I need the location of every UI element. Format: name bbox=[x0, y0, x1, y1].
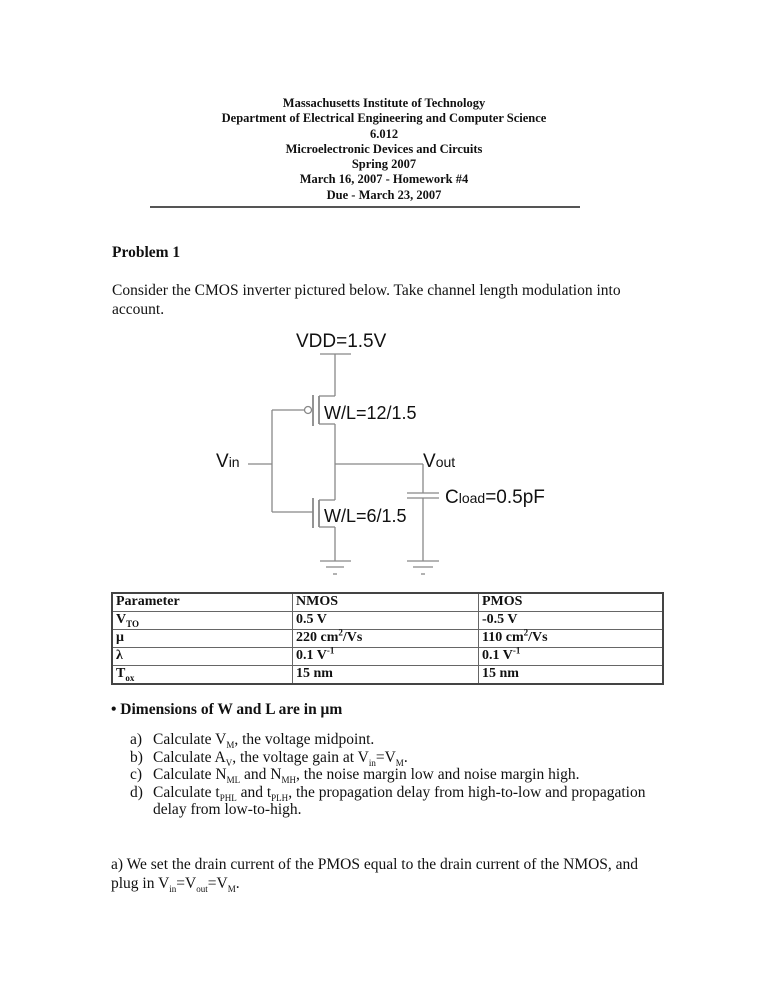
term: Spring 2007 bbox=[351, 157, 417, 172]
pmos-cell: -0.5 V bbox=[479, 612, 664, 630]
table-row-vto bbox=[112, 612, 663, 630]
nmos-size-label: W/L=6/1.5 bbox=[324, 506, 407, 526]
due-date: Due - March 23, 2007 bbox=[326, 187, 442, 202]
table-header-row bbox=[112, 593, 663, 612]
cload-label: Cload=0.5pF bbox=[445, 487, 545, 508]
nmos-cell: 0.1 $V^{-1}$ bbox=[293, 648, 479, 666]
problem-title: Problem 1 bbox=[112, 244, 181, 261]
pmos-size-label: W/L=12/1.5 bbox=[324, 403, 417, 423]
parameter-table bbox=[111, 592, 664, 685]
header-nmos: NMOS bbox=[293, 593, 479, 612]
pmos-cell: 110 $cm^2/Vs$ bbox=[479, 630, 664, 648]
question-list bbox=[130, 731, 650, 819]
nmos-cell: 15 nm bbox=[293, 666, 479, 685]
nmos-cell: 0.5 V bbox=[293, 612, 479, 630]
param-cell: λ bbox=[112, 648, 293, 666]
question-c: c) Calculate $N_{ML}$ and $N_{MH}$, the noise margin low and noise margin high. bbox=[130, 766, 580, 786]
param-cell: $V_{TO}$ bbox=[112, 612, 293, 630]
answer-part-a: a) We set the drain current of the PMOS equal to the drain current of the NMOS, and plug in $V_{in}=V_{out}=V_M$. bbox=[111, 856, 639, 895]
dimensions-note: • Dimensions of W and L are in μm bbox=[111, 701, 343, 718]
vout-label: Vout bbox=[423, 451, 456, 472]
department-name: Department of Electrical Engineering and Computer Science bbox=[221, 111, 547, 126]
param-cell: $T_{ox}$ bbox=[112, 666, 293, 685]
table-row-mobility bbox=[112, 630, 663, 648]
nmos-cell: 220 $cm^2/Vs$ bbox=[293, 630, 479, 648]
header-pmos: PMOS bbox=[479, 593, 664, 612]
institution-name: Massachusetts Institute of Technology bbox=[282, 96, 486, 110]
pmos-cell: 0.1 $V^{-1}$ bbox=[479, 648, 664, 666]
assignment-date: March 16, 2007 - Homework #4 bbox=[299, 172, 469, 187]
pmos-cell: 15 nm bbox=[479, 666, 664, 685]
course-number: 6.012 bbox=[369, 126, 399, 141]
param-cell: μ bbox=[112, 630, 293, 648]
question-a: a) Calculate $V_M$, the voltage midpoint. bbox=[130, 731, 375, 751]
header-parameter: Parameter bbox=[112, 593, 293, 612]
pmos-gate-bubble bbox=[305, 407, 312, 414]
table-row-lambda bbox=[112, 648, 663, 666]
problem-intro: Consider the CMOS inverter pictured below. Take channel length modulation into account. bbox=[112, 282, 621, 318]
vin-label: Vin bbox=[216, 451, 240, 472]
question-b: b) Calculate $A_V$, the voltage gain at $V_{in}=V_M$. bbox=[130, 748, 408, 768]
question-d: d) Calculate $t_{PHL}$ and $t_{PLH}$, the propagation delay from high-to-low and propagation delay from low-to-high. bbox=[130, 783, 646, 818]
vdd-label: VDD=1.5V bbox=[296, 331, 387, 352]
circuit-wires bbox=[248, 354, 439, 574]
table-row-tox bbox=[112, 666, 663, 685]
course-title: Microelectronic Devices and Circuits bbox=[285, 141, 483, 156]
